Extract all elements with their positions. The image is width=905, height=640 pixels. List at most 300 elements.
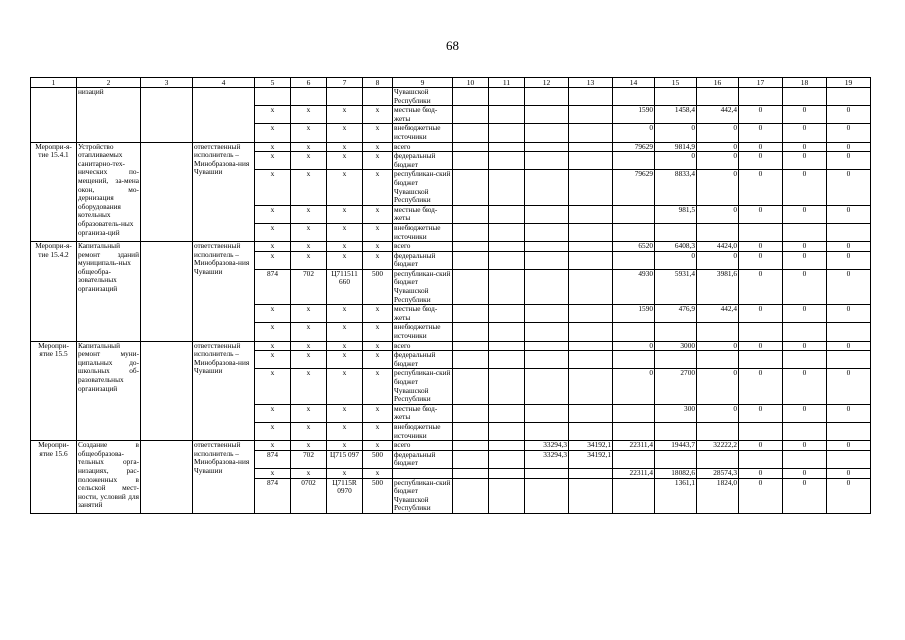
cell-c16: 28574,3 <box>697 468 739 478</box>
cell-c10 <box>453 152 489 170</box>
event-number: Меропри-ятие 15.6 <box>31 441 77 514</box>
cell-c8: x <box>363 170 393 205</box>
cell-c12 <box>525 341 569 351</box>
cell-c6: x <box>291 468 327 478</box>
column-number-row <box>31 78 871 88</box>
cell-c14: 0 <box>613 341 655 351</box>
cell-c16 <box>697 323 739 341</box>
cell-c18 <box>783 88 827 106</box>
cell-c11 <box>489 88 525 106</box>
column-number-9: 9 <box>393 78 453 88</box>
cell-c9: республикан-ский бюджет Чувашской Республики <box>393 269 453 304</box>
cell-c10 <box>453 369 489 404</box>
cell-c12 <box>525 142 569 152</box>
cell-c6: 702 <box>291 269 327 304</box>
column-number-10: 10 <box>453 78 489 88</box>
cell-c11 <box>489 269 525 304</box>
cell-c7: Ц7115R 0970 <box>327 478 363 513</box>
cell-c11 <box>489 369 525 404</box>
cell-c19: 0 <box>827 341 871 351</box>
cell-c10 <box>453 404 489 422</box>
cell-c17: 0 <box>739 242 783 252</box>
cell-c5: x <box>255 205 291 223</box>
cell-c10 <box>453 323 489 341</box>
column-number-6: 6 <box>291 78 327 88</box>
cell-c7: x <box>327 422 363 440</box>
cell-c18: 0 <box>783 205 827 223</box>
cell-c8: x <box>363 142 393 152</box>
cell-c12 <box>525 305 569 323</box>
cell-c19: 0 <box>827 170 871 205</box>
cell-c5: x <box>255 341 291 351</box>
cell-c14: 0 <box>613 124 655 142</box>
cell-c5: 874 <box>255 450 291 468</box>
cell-c19: 0 <box>827 242 871 252</box>
cell-c12 <box>525 422 569 440</box>
column-number-17: 17 <box>739 78 783 88</box>
cell-c11 <box>489 351 525 369</box>
cell-c13 <box>569 223 613 241</box>
cell-c14 <box>613 404 655 422</box>
cell-c8: 500 <box>363 478 393 513</box>
cell-c18: 0 <box>783 251 827 269</box>
cell-c15 <box>655 351 697 369</box>
cell-c15: 5931,4 <box>655 269 697 304</box>
column-number-8: 8 <box>363 78 393 88</box>
cell-c9: местные бюд-жеты <box>393 305 453 323</box>
cell-c10 <box>453 422 489 440</box>
cell-c9: Чувашской Республики <box>393 88 453 106</box>
cell-c14: 6520 <box>613 242 655 252</box>
cell-c6: x <box>291 106 327 124</box>
cell-c17: 0 <box>739 251 783 269</box>
cell-c19 <box>827 223 871 241</box>
column-number-2: 2 <box>77 78 141 88</box>
cell-c10 <box>453 106 489 124</box>
column-number-5: 5 <box>255 78 291 88</box>
cell-c8: x <box>363 205 393 223</box>
cell-c9: республикан-ский бюджет Чувашской Республики <box>393 478 453 513</box>
cell-c12 <box>525 351 569 369</box>
cell-c10 <box>453 124 489 142</box>
cell-c14 <box>613 422 655 440</box>
cell-c14: 79629 <box>613 170 655 205</box>
cell-c18 <box>783 422 827 440</box>
cell-c7: x <box>327 152 363 170</box>
cell-c8: x <box>363 351 393 369</box>
cell-c6: x <box>291 422 327 440</box>
cell-c11 <box>489 223 525 241</box>
cell-c17: 0 <box>739 441 783 451</box>
cell-c15: 9814,9 <box>655 142 697 152</box>
cell-c18: 0 <box>783 478 827 513</box>
cell-c9: внебюджетные источники <box>393 223 453 241</box>
cell-c19: 0 <box>827 305 871 323</box>
cell-c13 <box>569 170 613 205</box>
cell-c9: внебюджетные источники <box>393 323 453 341</box>
cell-c6: x <box>291 124 327 142</box>
cell-c14: 22311,4 <box>613 468 655 478</box>
cell-c15: 1361,1 <box>655 478 697 513</box>
cell-c11 <box>489 468 525 478</box>
cell-c12 <box>525 323 569 341</box>
cell-c9: внебюджетные источники <box>393 124 453 142</box>
cell-c16: 442,4 <box>697 305 739 323</box>
cell-c18 <box>783 223 827 241</box>
cell-c11 <box>489 404 525 422</box>
cell-c9: федеральный бюджет <box>393 450 453 468</box>
cell-c9: федеральный бюджет <box>393 351 453 369</box>
cell-c18: 0 <box>783 242 827 252</box>
cell-c11 <box>489 205 525 223</box>
cell-c5: x <box>255 251 291 269</box>
cell-c5 <box>255 88 291 106</box>
column-number-13: 13 <box>569 78 613 88</box>
cell-c5: x <box>255 422 291 440</box>
cell-c8: x <box>363 369 393 404</box>
cell-c18 <box>783 450 827 468</box>
cell-c5: 874 <box>255 269 291 304</box>
cell-c17: 0 <box>739 269 783 304</box>
cell-c7: x <box>327 323 363 341</box>
cell-c17: 0 <box>739 124 783 142</box>
cell-c16: 0 <box>697 251 739 269</box>
event-description: Капитальный ремонт муни-ципальных до-школьных об-разовательных организаций <box>77 341 141 441</box>
cell-c6: x <box>291 404 327 422</box>
cell-c18: 0 <box>783 441 827 451</box>
cell-c16: 1824,0 <box>697 478 739 513</box>
cell-c9: всего <box>393 341 453 351</box>
event-description: низаций <box>77 88 141 143</box>
cell-c19: 0 <box>827 152 871 170</box>
empty-cell <box>141 88 193 143</box>
cell-c12 <box>525 369 569 404</box>
cell-c6: x <box>291 369 327 404</box>
cell-c14 <box>613 478 655 513</box>
cell-c7: x <box>327 205 363 223</box>
cell-c9: внебюджетные источники <box>393 422 453 440</box>
cell-c9 <box>393 468 453 478</box>
cell-c8 <box>363 88 393 106</box>
cell-c14: 1590 <box>613 305 655 323</box>
cell-c11 <box>489 422 525 440</box>
cell-c15 <box>655 323 697 341</box>
cell-c10 <box>453 242 489 252</box>
cell-c9: федеральный бюджет <box>393 152 453 170</box>
cell-c18: 0 <box>783 106 827 124</box>
cell-c17: 0 <box>739 170 783 205</box>
cell-c6: x <box>291 441 327 451</box>
cell-c12 <box>525 205 569 223</box>
cell-c5: x <box>255 323 291 341</box>
column-number-14: 14 <box>613 78 655 88</box>
cell-c13 <box>569 205 613 223</box>
event-number <box>31 88 77 143</box>
cell-c19: 0 <box>827 251 871 269</box>
cell-c5: x <box>255 305 291 323</box>
cell-c10 <box>453 305 489 323</box>
cell-c13 <box>569 369 613 404</box>
cell-c6: x <box>291 351 327 369</box>
cell-c8: x <box>363 242 393 252</box>
cell-c8: x <box>363 441 393 451</box>
cell-c11 <box>489 106 525 124</box>
cell-c7: x <box>327 369 363 404</box>
cell-c18: 0 <box>783 305 827 323</box>
cell-c10 <box>453 88 489 106</box>
cell-c19 <box>827 88 871 106</box>
cell-c13 <box>569 269 613 304</box>
cell-c12 <box>525 468 569 478</box>
cell-c8: x <box>363 323 393 341</box>
cell-c17: 0 <box>739 142 783 152</box>
cell-c8: x <box>363 251 393 269</box>
empty-cell <box>141 341 193 441</box>
cell-c8: x <box>363 422 393 440</box>
cell-c5: x <box>255 142 291 152</box>
cell-c5: x <box>255 242 291 252</box>
cell-c10 <box>453 341 489 351</box>
cell-c9: местные бюд-жеты <box>393 106 453 124</box>
cell-c17: 0 <box>739 152 783 170</box>
cell-c7: x <box>327 404 363 422</box>
cell-c19: 0 <box>827 106 871 124</box>
cell-c10 <box>453 441 489 451</box>
cell-c15 <box>655 223 697 241</box>
budget-table <box>30 77 871 514</box>
cell-c11 <box>489 478 525 513</box>
cell-c17 <box>739 323 783 341</box>
cell-c13 <box>569 422 613 440</box>
event-number: Меропри-я-тие 15.4.2 <box>31 242 77 342</box>
cell-c15 <box>655 450 697 468</box>
cell-c13 <box>569 152 613 170</box>
cell-c15 <box>655 88 697 106</box>
cell-c19: 0 <box>827 269 871 304</box>
column-number-3: 3 <box>141 78 193 88</box>
cell-c14 <box>613 450 655 468</box>
cell-c10 <box>453 142 489 152</box>
cell-c12: 33294,3 <box>525 450 569 468</box>
cell-c9: всего <box>393 441 453 451</box>
cell-c15: 0 <box>655 251 697 269</box>
cell-c16 <box>697 450 739 468</box>
cell-c6: x <box>291 152 327 170</box>
cell-c6 <box>291 88 327 106</box>
cell-c13 <box>569 251 613 269</box>
cell-c14 <box>613 351 655 369</box>
cell-c12 <box>525 478 569 513</box>
cell-c17: 0 <box>739 404 783 422</box>
cell-c13 <box>569 341 613 351</box>
cell-c17 <box>739 351 783 369</box>
cell-c7: x <box>327 305 363 323</box>
cell-c14 <box>613 323 655 341</box>
event-number: Меропри-я-тие 15.4.1 <box>31 142 77 242</box>
cell-c8: x <box>363 468 393 478</box>
cell-c14: 79629 <box>613 142 655 152</box>
cell-c11 <box>489 441 525 451</box>
cell-c15: 0 <box>655 152 697 170</box>
cell-c15: 6408,3 <box>655 242 697 252</box>
responsible-executor: ответственный исполнитель – Минобразова-ния Чувашии <box>193 341 255 441</box>
cell-c16: 0 <box>697 152 739 170</box>
cell-c16 <box>697 223 739 241</box>
cell-c6: 702 <box>291 450 327 468</box>
cell-c7: Ц715 097 <box>327 450 363 468</box>
cell-c17: 0 <box>739 341 783 351</box>
cell-c15: 8833,4 <box>655 170 697 205</box>
cell-c13 <box>569 88 613 106</box>
cell-c16 <box>697 351 739 369</box>
cell-c11 <box>489 251 525 269</box>
cell-c13 <box>569 142 613 152</box>
table-row <box>31 441 871 451</box>
cell-c13 <box>569 478 613 513</box>
cell-c16: 0 <box>697 205 739 223</box>
cell-c17 <box>739 422 783 440</box>
cell-c11 <box>489 341 525 351</box>
cell-c10 <box>453 450 489 468</box>
cell-c5: x <box>255 369 291 404</box>
cell-c12 <box>525 242 569 252</box>
cell-c9: местные бюд-жеты <box>393 205 453 223</box>
cell-c16: 442,4 <box>697 106 739 124</box>
cell-c10 <box>453 468 489 478</box>
cell-c19: 0 <box>827 441 871 451</box>
cell-c18: 0 <box>783 269 827 304</box>
cell-c8: 500 <box>363 269 393 304</box>
cell-c19: 0 <box>827 124 871 142</box>
cell-c17: 0 <box>739 305 783 323</box>
cell-c15 <box>655 422 697 440</box>
cell-c8: x <box>363 404 393 422</box>
cell-c11 <box>489 170 525 205</box>
cell-c13 <box>569 404 613 422</box>
cell-c17: 0 <box>739 205 783 223</box>
event-number: Меропри-ятие 15.5 <box>31 341 77 441</box>
cell-c16: 0 <box>697 369 739 404</box>
cell-c6: x <box>291 305 327 323</box>
cell-c18: 0 <box>783 142 827 152</box>
cell-c17 <box>739 223 783 241</box>
cell-c7: x <box>327 223 363 241</box>
cell-c5: x <box>255 170 291 205</box>
cell-c17: 0 <box>739 478 783 513</box>
cell-c9: всего <box>393 242 453 252</box>
cell-c12 <box>525 223 569 241</box>
cell-c6: x <box>291 170 327 205</box>
cell-c7: x <box>327 251 363 269</box>
cell-c16 <box>697 422 739 440</box>
cell-c16: 0 <box>697 124 739 142</box>
cell-c14 <box>613 223 655 241</box>
cell-c18 <box>783 323 827 341</box>
cell-c12: 33294,3 <box>525 441 569 451</box>
column-number-11: 11 <box>489 78 525 88</box>
responsible-executor: ответственный исполнитель – Минобразова-ния Чувашии <box>193 242 255 342</box>
cell-c19: 0 <box>827 404 871 422</box>
cell-c18: 0 <box>783 170 827 205</box>
event-description: Устройство отапливаемых санитарно-тех-нических по-мещений, за-мена окон, мо-дернизация оборудования котельных образователь-ных организа-ций <box>77 142 141 242</box>
cell-c15: 2700 <box>655 369 697 404</box>
table-row <box>31 142 871 152</box>
cell-c19: 0 <box>827 478 871 513</box>
responsible-executor: ответственный исполнитель – Минобразова-ния Чувашии <box>193 441 255 514</box>
empty-cell <box>141 441 193 514</box>
cell-c7: x <box>327 468 363 478</box>
cell-c5: 874 <box>255 478 291 513</box>
cell-c6: x <box>291 323 327 341</box>
cell-c7: x <box>327 142 363 152</box>
cell-c15: 19443,7 <box>655 441 697 451</box>
cell-c9: местные бюд-жеты <box>393 404 453 422</box>
cell-c17: 0 <box>739 106 783 124</box>
column-number-12: 12 <box>525 78 569 88</box>
column-number-1: 1 <box>31 78 77 88</box>
cell-c7: x <box>327 351 363 369</box>
cell-c16: 3981,6 <box>697 269 739 304</box>
cell-c5: x <box>255 351 291 369</box>
cell-c17 <box>739 88 783 106</box>
cell-c7: x <box>327 170 363 205</box>
cell-c12 <box>525 88 569 106</box>
cell-c6: x <box>291 205 327 223</box>
cell-c18: 0 <box>783 152 827 170</box>
cell-c16: 0 <box>697 404 739 422</box>
cell-c18: 0 <box>783 468 827 478</box>
cell-c13 <box>569 242 613 252</box>
cell-c7: Ц711511 660 <box>327 269 363 304</box>
cell-c7 <box>327 88 363 106</box>
cell-c17: 0 <box>739 468 783 478</box>
cell-c18 <box>783 351 827 369</box>
cell-c15: 3000 <box>655 341 697 351</box>
cell-c10 <box>453 269 489 304</box>
cell-c8: 500 <box>363 450 393 468</box>
cell-c18: 0 <box>783 341 827 351</box>
cell-c13 <box>569 124 613 142</box>
cell-c16: 0 <box>697 170 739 205</box>
event-description: Капитальный ремонт зданий муниципаль-ных общеобра-зовательных организаций <box>77 242 141 342</box>
cell-c14: 22311,4 <box>613 441 655 451</box>
table-row <box>31 341 871 351</box>
responsible-executor: ответственный исполнитель – Минобразова-ния Чувашии <box>193 142 255 242</box>
cell-c11 <box>489 450 525 468</box>
cell-c13 <box>569 305 613 323</box>
page-number: 68 <box>446 38 459 53</box>
cell-c5: x <box>255 106 291 124</box>
cell-c16: 0 <box>697 341 739 351</box>
cell-c5: x <box>255 152 291 170</box>
cell-c10 <box>453 223 489 241</box>
cell-c6: x <box>291 242 327 252</box>
cell-c8: x <box>363 305 393 323</box>
cell-c9: республикан-ский бюджет Чувашской Республики <box>393 170 453 205</box>
cell-c5: x <box>255 124 291 142</box>
cell-c9: республикан-ский бюджет Чувашской Республики <box>393 369 453 404</box>
empty-cell <box>141 142 193 242</box>
cell-c16: 4424,0 <box>697 242 739 252</box>
cell-c12 <box>525 124 569 142</box>
cell-c19 <box>827 323 871 341</box>
cell-c8: x <box>363 152 393 170</box>
cell-c6: x <box>291 223 327 241</box>
cell-c10 <box>453 478 489 513</box>
cell-c14 <box>613 152 655 170</box>
table-row <box>31 242 871 252</box>
cell-c19 <box>827 450 871 468</box>
